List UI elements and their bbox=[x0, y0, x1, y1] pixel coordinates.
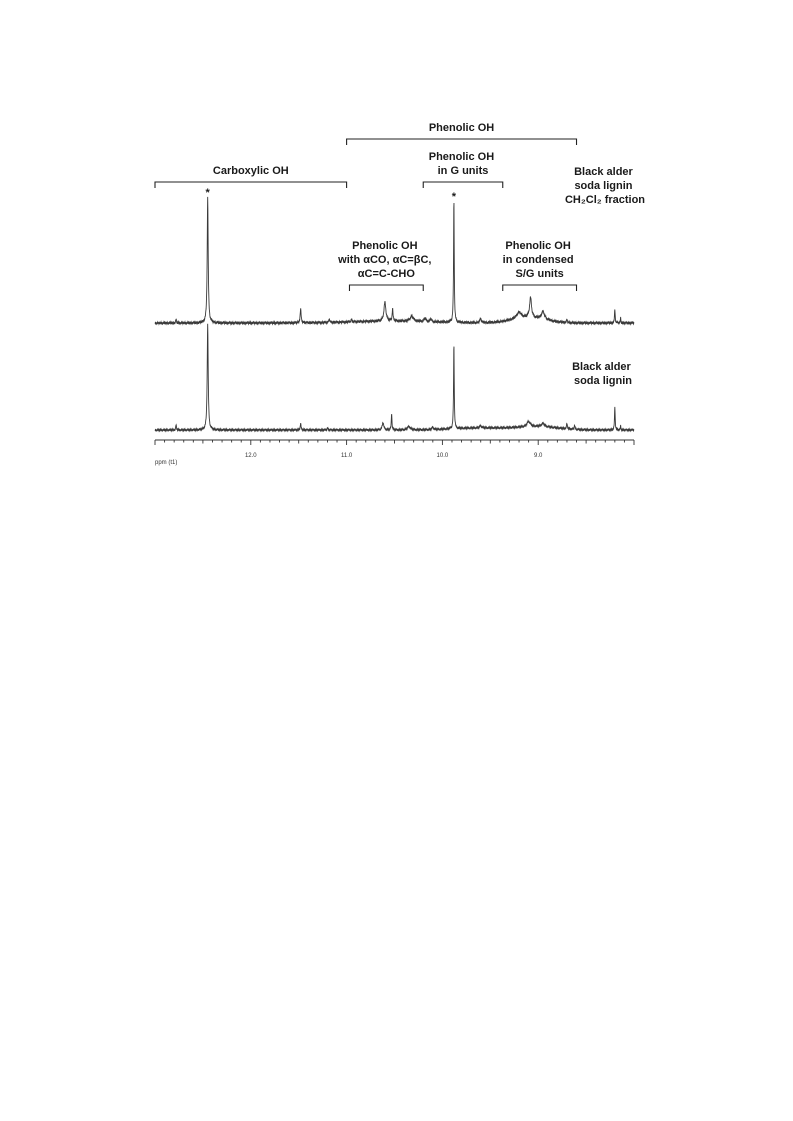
annotation-phenolic-oh bbox=[347, 122, 577, 145]
label-phenolic-oh-g-units bbox=[429, 151, 497, 177]
series-label-soda-lignin bbox=[572, 361, 634, 387]
x-axis bbox=[155, 440, 634, 466]
series-label-0-line-1: Black alder bbox=[574, 166, 633, 178]
annotation-phenolic-oh-aco bbox=[337, 240, 434, 291]
label-phenolic-oh-aco bbox=[337, 240, 434, 280]
bracket-phenolic-oh-g-units bbox=[423, 182, 503, 188]
series-label-0-line-2: soda lignin bbox=[574, 180, 633, 192]
series-label-ch2cl2-fraction bbox=[565, 166, 645, 206]
spectrum-trace-soda-lignin bbox=[155, 324, 634, 431]
bracket-phenolic-oh-aco bbox=[349, 285, 423, 291]
label-phenolic-oh-condensed bbox=[503, 240, 577, 280]
peak-marker-star: * bbox=[451, 191, 457, 203]
series-label-0-line-3: CH₂Cl₂ fraction bbox=[564, 194, 646, 206]
x-axis-tick-label: 11.0 bbox=[340, 453, 353, 459]
label-phenolic-oh-aco-line-3: αC=C-CHO bbox=[357, 268, 415, 280]
x-axis-tick-label: 10.0 bbox=[436, 453, 449, 459]
annotation-carboxylic-oh bbox=[155, 165, 347, 188]
series-label-1-line-2: soda lignin bbox=[573, 375, 633, 387]
label-phenolic-oh-condensed-line-3: S/G units bbox=[515, 268, 564, 280]
peak-marker-star: * bbox=[205, 187, 210, 199]
series-label-1-line-1: Black alder bbox=[572, 361, 631, 373]
bracket-carboxylic-oh bbox=[155, 182, 347, 188]
label-phenolic-oh-aco-line-2: with αCO, αC=βC, bbox=[338, 254, 432, 266]
label-carboxylic-oh bbox=[213, 165, 289, 177]
x-axis-tick-labels bbox=[245, 453, 543, 459]
label-phenolic-oh-g-line-1: Phenolic OH bbox=[428, 151, 495, 163]
bracket-phenolic-oh-condensed bbox=[503, 285, 577, 291]
x-axis-unit-label: ppm (t1) bbox=[155, 460, 178, 466]
annotation-phenolic-oh-g-units bbox=[423, 151, 503, 188]
x-axis-ticks bbox=[155, 440, 634, 445]
x-axis-tick-label: 9.0 bbox=[534, 453, 543, 459]
bracket-phenolic-oh bbox=[347, 139, 577, 145]
label-phenolic-oh-condensed-line-2: in condensed bbox=[502, 254, 574, 266]
label-carboxylic-oh-line-1: Carboxylic OH bbox=[212, 165, 289, 177]
label-phenolic-oh bbox=[429, 122, 494, 134]
label-phenolic-oh-line-1: Phenolic OH bbox=[428, 122, 495, 134]
annotation-phenolic-oh-condensed bbox=[503, 240, 577, 291]
label-phenolic-oh-aco-line-1: Phenolic OH bbox=[352, 240, 418, 252]
label-phenolic-oh-g-line-2: in G units bbox=[437, 165, 489, 177]
x-axis-tick-label: 12.0 bbox=[244, 453, 257, 459]
label-phenolic-oh-condensed-line-1: Phenolic OH bbox=[505, 240, 571, 252]
